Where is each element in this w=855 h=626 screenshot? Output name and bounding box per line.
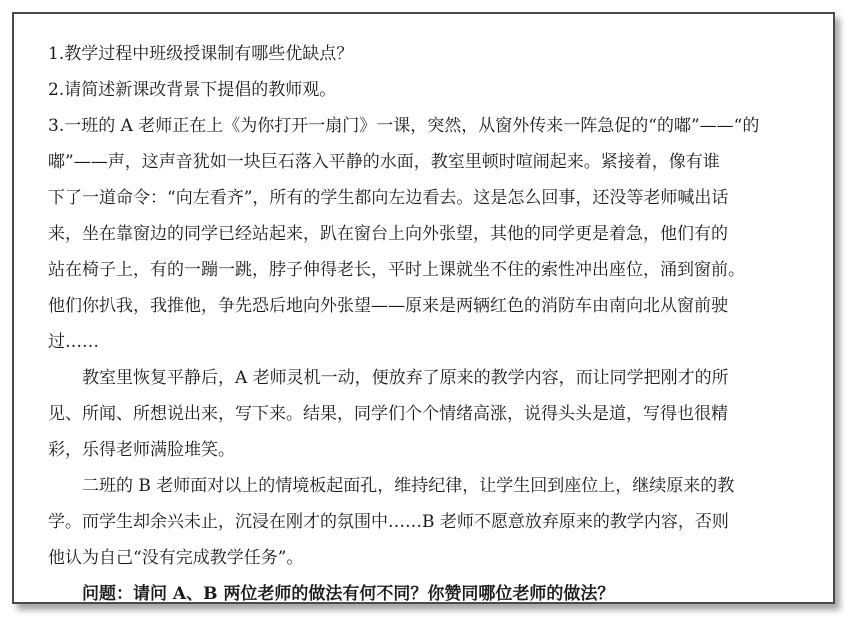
question-3-line: 下了一道命令：“向左看齐”，所有的学生都向左边看去。这是怎么回事，还没等老师喊出话 bbox=[48, 188, 729, 208]
paragraph-a-line: 见、所闻、所想说出来，写下来。结果，同学们个个情绪高涨，说得头头是道，写得也很精 bbox=[48, 404, 728, 424]
question-3-line: 嘟”——声，这声音犹如一块巨石落入平静的水面，教室里顿时喧闹起来。紧接着，像有谁 bbox=[48, 152, 720, 172]
document-page bbox=[12, 12, 835, 604]
question-3-line: 来，坐在靠窗边的同学已经站起来，趴在窗台上向外张望，其他的同学更是着急，他们有的 bbox=[48, 224, 728, 244]
paragraph-b-line: 二班的 B 老师面对以上的情境板起面孔，维持纪律，让学生回到座位上，继续原来的教 bbox=[82, 476, 735, 496]
paragraph-a-line: 教室里恢复平静后，A 老师灵机一动，便放弃了原来的教学内容，而让同学把刚才的所 bbox=[82, 368, 729, 388]
question-3-line: 他们你扒我，我推他，争先恐后地向外张望——原来是两辆红色的消防车由南向北从窗前驶 bbox=[48, 296, 728, 316]
question-1: 1.教学过程中班级授课制有哪些优缺点？ bbox=[48, 44, 354, 64]
question-2: 2.请简述新课改背景下提倡的教师观。 bbox=[48, 80, 337, 100]
question-3-line: 3.一班的 A 老师正在上《为你打开一扇门》一课，突然，从窗外传来一阵急促的“的嘟”——“的 bbox=[48, 116, 760, 136]
question-prompt: 问题：请问 A、B 两位老师的做法有何不同？你赞同哪位老师的做法？ bbox=[82, 584, 615, 604]
paragraph-b-line: 他认为自己“没有完成教学任务”。 bbox=[48, 548, 304, 568]
question-3-line: 站在椅子上，有的一蹦一跳，脖子伸得老长，平时上课就坐不住的索性冲出座位，涌到窗前。 bbox=[48, 260, 745, 280]
paragraph-b-line: 学。而学生却余兴未止，沉浸在刚才的氛围中……B 老师不愿意放弃原来的教学内容，否则 bbox=[48, 512, 729, 532]
paragraph-a-line: 彩，乐得老师满脸堆笑。 bbox=[48, 440, 235, 460]
question-3-line: 过…… bbox=[48, 332, 99, 352]
